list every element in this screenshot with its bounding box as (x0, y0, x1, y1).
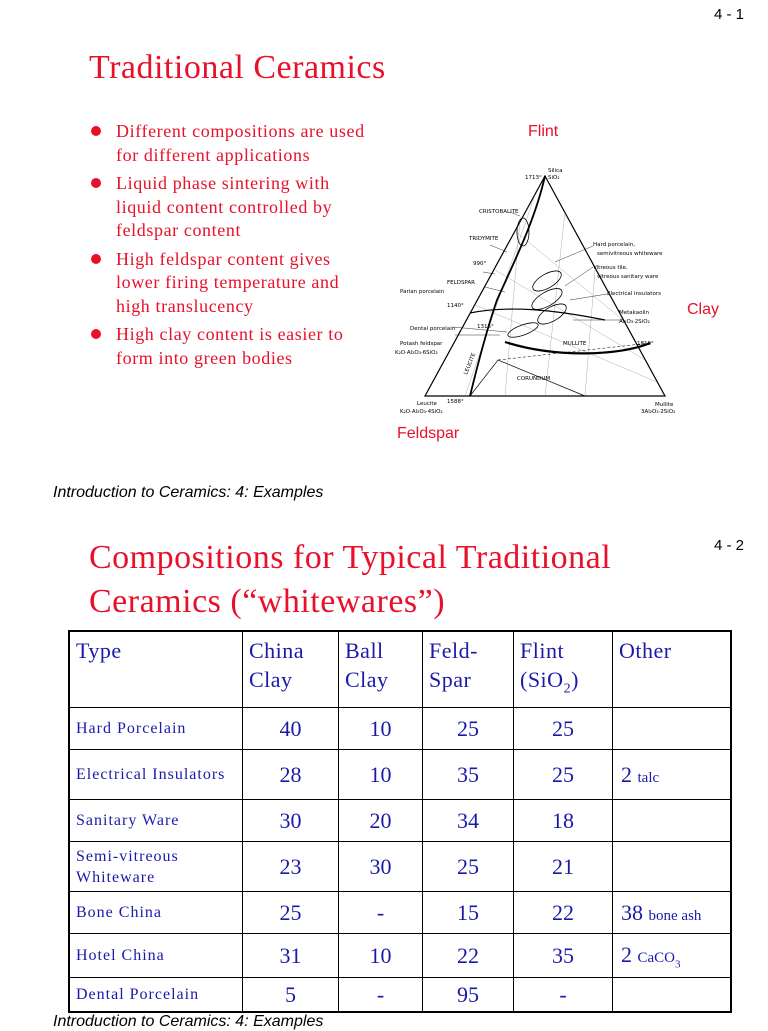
bullet-dot-icon (91, 254, 101, 264)
bullet-item: High feldspar content gives lower firing temperature and high translucency (88, 248, 378, 319)
header-ball-clay: Ball Clay (339, 631, 423, 708)
svg-text:1810°: 1810° (637, 341, 654, 347)
svg-text:K₂O·Al₂O₃·4SiO₂: K₂O·Al₂O₃·4SiO₂ (400, 409, 443, 415)
bullet-dot-icon (91, 126, 101, 136)
slide-footer-2: Introduction to Ceramics: 4: Examples (53, 1013, 324, 1030)
header-feldspar: Feld- Spar (423, 631, 514, 708)
bullet-list (88, 120, 378, 375)
svg-text:1140°: 1140° (447, 303, 464, 309)
svg-text:Dental porcelain: Dental porcelain (410, 326, 456, 332)
svg-text:Parian porcelain: Parian porcelain (400, 289, 445, 295)
svg-text:MULLITE: MULLITE (563, 341, 587, 347)
svg-text:vitreous sanitary ware: vitreous sanitary ware (597, 274, 659, 280)
bullet-item: High clay content is easier to form into green bodies (88, 323, 378, 370)
table-row: Semi-vitreous Whiteware 23 30 25 21 (69, 842, 731, 892)
page-number-2: 4 - 2 (714, 537, 745, 554)
vertex-label-clay: Clay (687, 301, 720, 318)
svg-text:Al₂O₃·2SiO₂: Al₂O₃·2SiO₂ (619, 319, 650, 325)
svg-text:1588°: 1588° (447, 399, 464, 405)
svg-text:SiO₂: SiO₂ (548, 175, 560, 181)
svg-text:Metakaolin: Metakaolin (619, 310, 650, 316)
svg-text:990°: 990° (473, 261, 487, 267)
triangle-outline (425, 176, 665, 396)
slide-title-1: Traditional Ceramics (89, 49, 386, 86)
table-row: Bone China 25 - 15 22 38 bone ash (69, 892, 731, 934)
table-header-row (69, 631, 731, 708)
svg-text:Vitreous tile,: Vitreous tile, (593, 265, 628, 271)
svg-text:Mullite: Mullite (655, 402, 674, 408)
vertex-label-feldspar: Feldspar (397, 425, 460, 442)
header-other: Other (613, 631, 732, 708)
svg-text:3Al₂O₃·2SiO₂: 3Al₂O₃·2SiO₂ (641, 409, 676, 415)
svg-text:CRISTOBALITE: CRISTOBALITE (479, 209, 519, 215)
svg-text:Silica: Silica (548, 168, 563, 174)
bullet-dot-icon (91, 178, 101, 188)
svg-text:1713°: 1713° (525, 175, 542, 181)
svg-text:FELDSPAR: FELDSPAR (447, 280, 475, 286)
bullet-dot-icon (91, 329, 101, 339)
slide-title-2: Compositions for Typical Traditional Ceramics (“whitewares”) (89, 539, 612, 620)
header-type: Type (69, 631, 243, 708)
page-number-1: 4 - 1 (714, 6, 745, 23)
ternary-phase-diagram (395, 160, 695, 422)
table-row: Sanitary Ware 30 20 34 18 (69, 800, 731, 842)
table-row: Hotel China 31 10 22 35 2 CaCO$_3$ (69, 934, 731, 978)
svg-text:Potash feldspar: Potash feldspar (400, 341, 443, 347)
header-china-clay: China Clay (243, 631, 339, 708)
vertex-label-flint: Flint (528, 123, 559, 140)
svg-text:K₂O·Al₂O₃·6SiO₂: K₂O·Al₂O₃·6SiO₂ (395, 350, 438, 356)
svg-text:Hard porcelain,: Hard porcelain, (593, 242, 635, 248)
table-row: Dental Porcelain 5 - 95 - (69, 978, 731, 1012)
svg-text:TRIDYMITE: TRIDYMITE (469, 236, 499, 242)
svg-text:Leucite: Leucite (417, 401, 437, 407)
svg-text:1315°: 1315° (477, 324, 494, 330)
svg-text:LEUCITE: LEUCITE (463, 352, 478, 376)
table-row: Hard Porcelain 40 10 25 25 (69, 708, 731, 750)
slide-footer-1: Introduction to Ceramics: 4: Examples (53, 484, 324, 501)
table-row: Electrical Insulators 28 10 35 25 2 talc (69, 750, 731, 800)
svg-text:semivitreous whiteware: semivitreous whiteware (597, 251, 663, 257)
header-flint: Flint (SiO$_2$) (514, 631, 613, 708)
bullet-item: Different compositions are used for different applications (88, 120, 378, 167)
svg-text:CORUNDUM: CORUNDUM (517, 376, 551, 382)
bullet-item: Liquid phase sintering with liquid content controlled by feldspar content (88, 172, 378, 243)
svg-text:Electrical insulators: Electrical insulators (607, 291, 661, 297)
composition-table (68, 630, 732, 1013)
